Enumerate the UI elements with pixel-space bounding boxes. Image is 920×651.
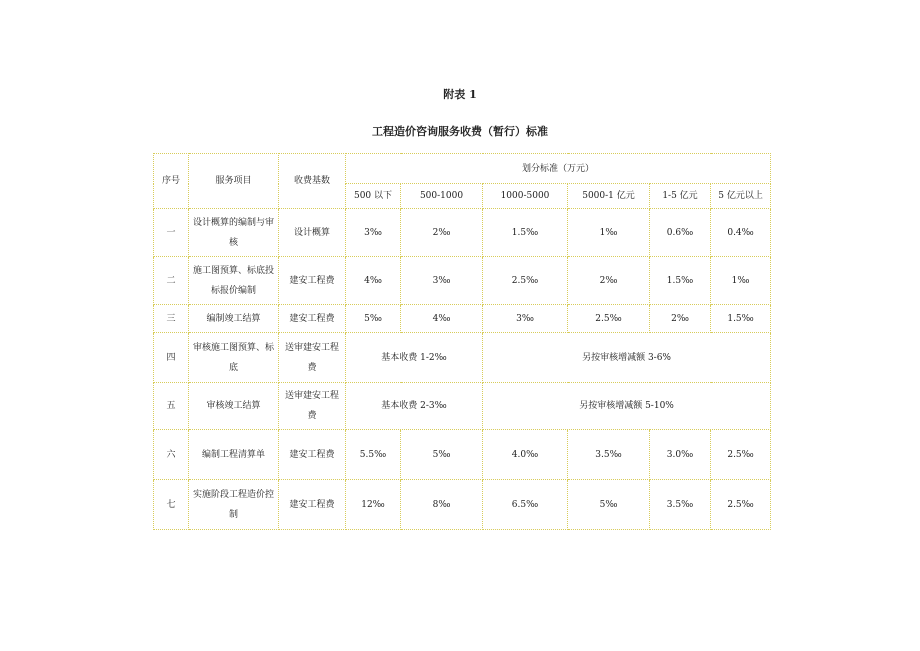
row-item: 审核竣工结算 (189, 383, 279, 430)
row-value: 2.5‰ (711, 430, 771, 480)
row-basic-fee: 基本收费 2-3‰ (346, 383, 483, 430)
row-seq: 五 (154, 383, 189, 430)
row-seq: 三 (154, 305, 189, 333)
row-item: 编制工程清算单 (189, 430, 279, 480)
header-row (154, 154, 771, 184)
row-value: 12‰ (346, 480, 401, 530)
row-extra-fee: 另按审核增减额 5-10% (483, 383, 771, 430)
header-range: 1000-5000 (483, 184, 568, 209)
row-value: 2.5‰ (568, 305, 650, 333)
header-range: 1-5 亿元 (650, 184, 711, 209)
row-base: 送审建安工程费 (279, 333, 346, 383)
row-extra-fee: 另按审核增减额 3-6% (483, 333, 771, 383)
row-value: 2‰ (650, 305, 711, 333)
row-value: 5‰ (346, 305, 401, 333)
row-value: 0.6‰ (650, 209, 711, 257)
row-seq: 七 (154, 480, 189, 530)
row-seq: 四 (154, 333, 189, 383)
row-value: 6.5‰ (483, 480, 568, 530)
row-base: 建安工程费 (279, 257, 346, 305)
row-basic-fee: 基本收费 1-2‰ (346, 333, 483, 383)
table-row (154, 257, 771, 305)
row-value: 2.5‰ (711, 480, 771, 530)
row-item: 设计概算的编制与审核 (189, 209, 279, 257)
header-range: 500 以下 (346, 184, 401, 209)
row-value: 1‰ (711, 257, 771, 305)
row-value: 5‰ (568, 480, 650, 530)
row-value: 3‰ (346, 209, 401, 257)
row-value: 1.5‰ (711, 305, 771, 333)
header-seq: 序号 (154, 154, 189, 209)
row-value: 4‰ (401, 305, 483, 333)
document-title: 工程造价咨询服务收费（暂行）标准 (372, 125, 548, 138)
row-value: 5‰ (401, 430, 483, 480)
header-base: 收费基数 (279, 154, 346, 209)
row-value: 1.5‰ (650, 257, 711, 305)
fee-standard-table (153, 153, 771, 530)
row-value: 3.0‰ (650, 430, 711, 480)
row-base: 建安工程费 (279, 305, 346, 333)
row-value: 4‰ (346, 257, 401, 305)
header-range: 5000-1 亿元 (568, 184, 650, 209)
row-value: 1.5‰ (483, 209, 568, 257)
header-item: 服务项目 (189, 154, 279, 209)
row-value: 5.5‰ (346, 430, 401, 480)
row-item: 施工图预算、标底投标报价编制 (189, 257, 279, 305)
appendix-label: 附表 1 (443, 88, 477, 101)
table-row (154, 305, 771, 333)
table-row (154, 480, 771, 530)
table-row (154, 209, 771, 257)
row-value: 0.4‰ (711, 209, 771, 257)
row-base: 建安工程费 (279, 480, 346, 530)
row-item: 实施阶段工程造价控制 (189, 480, 279, 530)
row-seq: 二 (154, 257, 189, 305)
row-value: 4.0‰ (483, 430, 568, 480)
header-group: 划分标准（万元） (346, 154, 771, 184)
row-seq: 六 (154, 430, 189, 480)
row-value: 8‰ (401, 480, 483, 530)
row-base: 送审建安工程费 (279, 383, 346, 430)
row-value: 2‰ (568, 257, 650, 305)
row-seq: 一 (154, 209, 189, 257)
row-value: 3‰ (401, 257, 483, 305)
header-range: 5 亿元以上 (711, 184, 771, 209)
table-row (154, 383, 771, 430)
table-row (154, 333, 771, 383)
row-value: 3.5‰ (650, 480, 711, 530)
table-row (154, 430, 771, 480)
row-item: 审核施工图预算、标底 (189, 333, 279, 383)
row-value: 2‰ (401, 209, 483, 257)
row-value: 3.5‰ (568, 430, 650, 480)
row-value: 2.5‰ (483, 257, 568, 305)
row-value: 1‰ (568, 209, 650, 257)
row-base: 建安工程费 (279, 430, 346, 480)
row-value: 3‰ (483, 305, 568, 333)
row-base: 设计概算 (279, 209, 346, 257)
header-range: 500-1000 (401, 184, 483, 209)
row-item: 编制竣工结算 (189, 305, 279, 333)
